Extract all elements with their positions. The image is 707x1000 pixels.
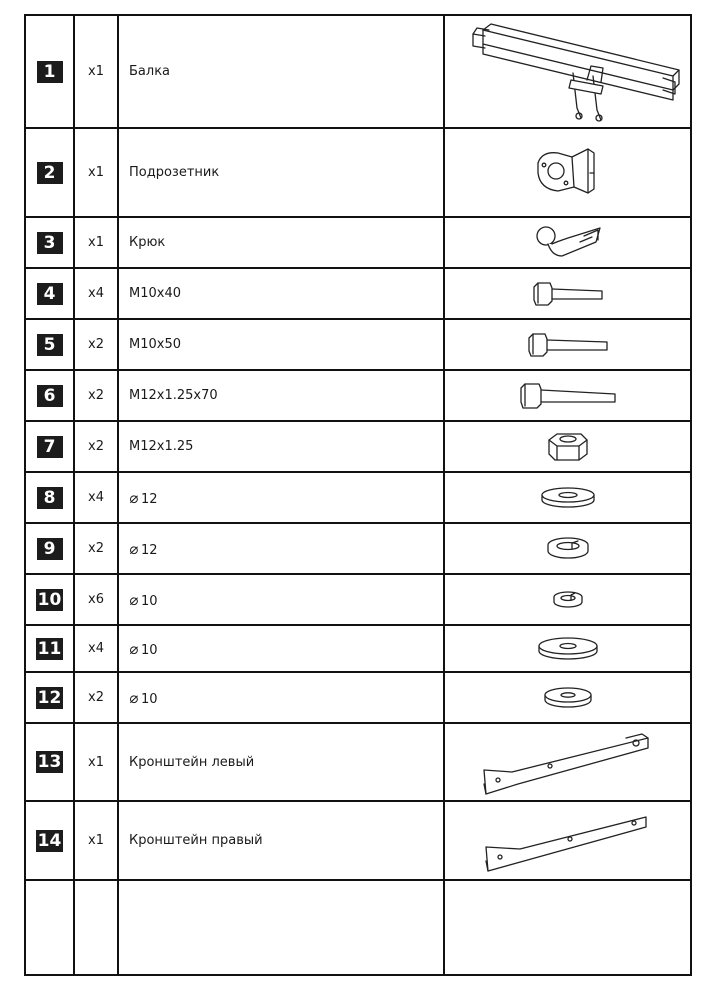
item-number: 7 — [37, 436, 63, 458]
item-quantity: x4 — [74, 625, 118, 672]
item-number: 8 — [37, 487, 63, 509]
item-quantity: x2 — [74, 523, 118, 574]
table-row — [25, 625, 691, 672]
item-quantity: x1 — [74, 15, 118, 128]
item-name: Крюк — [129, 235, 166, 250]
diameter-symbol: ⌀ — [129, 539, 139, 558]
diameter-symbol: ⌀ — [129, 688, 139, 707]
table-row — [25, 268, 691, 319]
table-row — [25, 128, 691, 217]
right-bracket-icon — [480, 805, 656, 877]
table-row — [25, 319, 691, 370]
item-name: Балка — [129, 64, 171, 79]
flat-washer-icon — [538, 485, 598, 511]
item-name: 12 — [141, 491, 158, 507]
table-row — [25, 723, 691, 801]
spring-washer-icon — [548, 588, 588, 612]
item-name: 10 — [141, 593, 158, 609]
item-quantity: x1 — [74, 723, 118, 801]
spring-washer-icon — [542, 535, 594, 563]
item-number: 5 — [37, 334, 63, 356]
item-number: 3 — [37, 232, 63, 254]
item-number: 4 — [37, 283, 63, 305]
diameter-symbol: ⌀ — [129, 488, 139, 507]
item-number: 2 — [37, 162, 63, 184]
tow-beam-icon — [453, 18, 683, 126]
item-number: 11 — [37, 638, 62, 659]
table-row — [25, 523, 691, 574]
table-row — [25, 672, 691, 723]
item-name: Подрозетник — [129, 165, 220, 180]
item-number: 9 — [37, 538, 63, 560]
table-row — [25, 574, 691, 625]
item-quantity: x1 — [74, 801, 118, 880]
item-quantity: x2 — [74, 672, 118, 723]
item-quantity: x4 — [74, 268, 118, 319]
item-number: 13 — [37, 752, 62, 772]
tow-ball-hook-icon — [528, 220, 608, 266]
table-row — [25, 472, 691, 523]
item-quantity: x2 — [74, 370, 118, 421]
table-row-empty — [25, 880, 691, 975]
table-row — [25, 15, 691, 128]
bolt-icon — [523, 330, 613, 360]
item-name: 10 — [141, 642, 158, 658]
item-name: Кронштейн правый — [129, 833, 263, 848]
parts-table — [24, 14, 692, 976]
table-row — [25, 370, 691, 421]
item-quantity: x6 — [74, 574, 118, 625]
hex-nut-icon — [543, 428, 593, 466]
flat-washer-icon — [541, 685, 595, 711]
item-name: 10 — [141, 691, 158, 707]
left-bracket-icon — [478, 726, 658, 798]
item-name: 12 — [141, 542, 158, 558]
item-quantity: x4 — [74, 472, 118, 523]
flat-washer-icon — [535, 635, 601, 663]
diameter-symbol: ⌀ — [129, 590, 139, 609]
table-row — [25, 217, 691, 268]
item-name: M10x50 — [129, 337, 181, 352]
table-row — [25, 421, 691, 472]
item-number: 10 — [37, 589, 62, 610]
item-number: 6 — [37, 385, 63, 407]
item-quantity: x2 — [74, 319, 118, 370]
item-name: M10x40 — [129, 286, 181, 301]
bolt-icon — [513, 380, 623, 412]
item-number: 1 — [37, 61, 63, 83]
socket-bracket-icon — [528, 143, 608, 203]
item-name: M12x1.25x70 — [129, 388, 218, 403]
item-number: 12 — [37, 687, 62, 708]
table-row — [25, 801, 691, 880]
item-name: Кронштейн левый — [129, 754, 255, 770]
bolt-icon — [528, 279, 608, 309]
diameter-symbol: ⌀ — [129, 639, 139, 658]
item-quantity: x1 — [74, 128, 118, 217]
item-name: M12x1.25 — [129, 439, 194, 454]
item-number: 14 — [37, 830, 62, 851]
item-quantity: x1 — [74, 217, 118, 268]
item-quantity: x2 — [74, 421, 118, 472]
